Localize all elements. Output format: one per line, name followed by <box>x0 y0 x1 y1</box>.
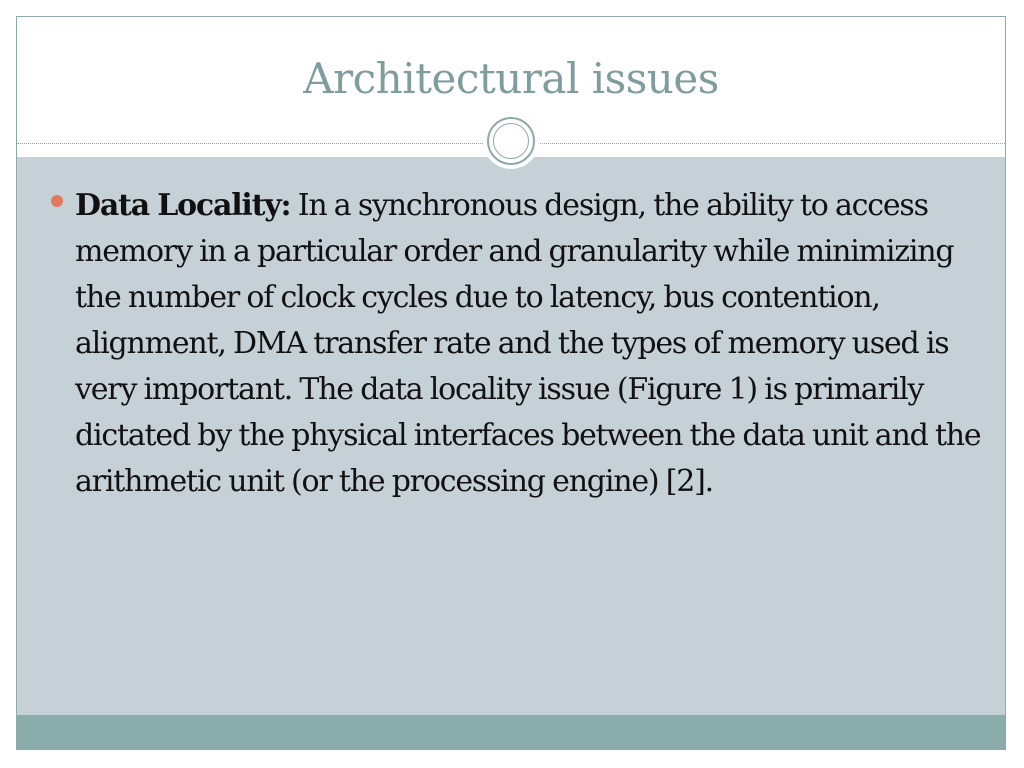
bullet-dot-icon <box>51 195 63 207</box>
slide-title: Architectural issues <box>303 54 719 103</box>
slide <box>16 16 1006 750</box>
footer-bar <box>17 715 1005 749</box>
ornament-outer-ring <box>487 117 535 165</box>
ornament-inner-ring <box>493 123 529 159</box>
double-circle-ornament-icon <box>483 113 539 169</box>
bullet-text: In a synchronous design, the ability to access memory in a particular order and granularity while minimizing the number of clock cycles due to latency, bus contention, alignment, DMA transfer rate and the types of memory used is very important. The data locality issue (Figure 1) is primarily dictated by the physical interfaces between the data unit and the arithmetic unit (or the processing engine) [2]. <box>75 188 981 499</box>
bullet-term: Data Locality: <box>75 188 291 223</box>
bullet-item <box>75 183 985 505</box>
